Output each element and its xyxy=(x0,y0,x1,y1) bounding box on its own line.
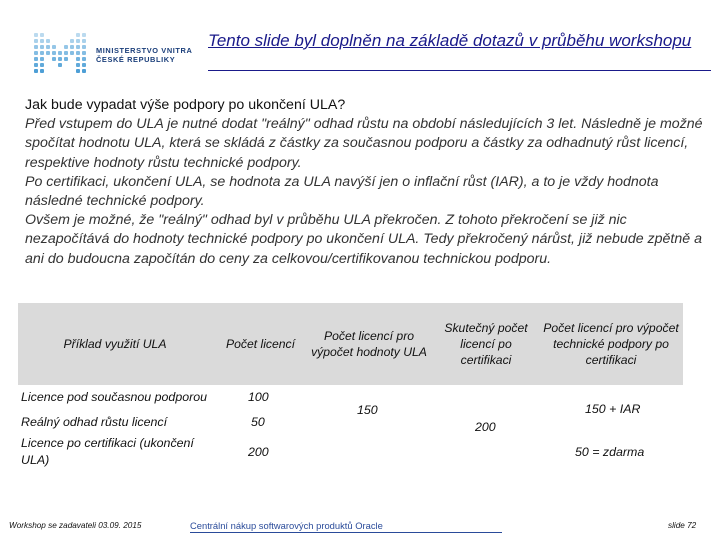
logo-line-2: ČESKÉ REPUBLIKY xyxy=(96,55,176,64)
logo-dot xyxy=(76,33,80,37)
header-support-after-cert: Počet licencí pro výpočet technické podpory po certifikaci xyxy=(543,321,679,367)
logo-dot xyxy=(82,69,86,73)
header-usage-example: Příklad využití ULA xyxy=(63,337,167,351)
logo-dot xyxy=(64,45,68,49)
logo-dot xyxy=(58,51,62,55)
logo-dot xyxy=(70,45,74,49)
row-3-count: 200 xyxy=(248,445,269,459)
logo-dot xyxy=(46,39,50,43)
logo-dot xyxy=(70,51,74,55)
slide-title: Tento slide byl doplněn na základě dotazů v průběhu workshopu xyxy=(208,31,692,50)
ministry-logo xyxy=(34,33,204,77)
logo-dot xyxy=(76,39,80,43)
logo-dot xyxy=(82,45,86,49)
paragraph-2: Po certifikaci, ukončení ULA, se hodnota za ULA navýší jen o inflační růst (IAR), a to je vždy hodnota následné technické podpory. xyxy=(25,173,659,210)
header-ula-licenses: Počet licencí pro výpočet hodnoty ULA xyxy=(311,329,427,359)
logo-dot xyxy=(76,63,80,67)
logo-dot xyxy=(76,45,80,49)
logo-dot xyxy=(64,57,68,61)
paragraph-1: Před vstupem do ULA je nutné dodat "reálný" odhad růstu na období následujících 3 let. Následně je možné spočítat hodnotu ULA, která se skládá z částky za současnou podporu a částky za odhadnutý růst licencí, respektive hodnoty růstu technické podpory. xyxy=(25,116,703,171)
logo-dot xyxy=(76,69,80,73)
logo-dot xyxy=(76,57,80,61)
logo-dot xyxy=(52,51,56,55)
logo-dot xyxy=(40,33,44,37)
row-1-label: Licence pod současnou podporou xyxy=(21,390,208,404)
logo-dot xyxy=(40,51,44,55)
logo-dot xyxy=(34,57,38,61)
logo-dot xyxy=(46,51,50,55)
logo-dot xyxy=(52,45,56,49)
row-1-count: 100 xyxy=(248,390,269,404)
footer-project-link[interactable]: Centrální nákup softwarových produktů Oracle xyxy=(190,520,502,533)
row-2-label: Reálný odhad růstu licencí xyxy=(21,415,168,429)
actual-after-cert-value: 200 xyxy=(475,420,496,434)
logo-dot xyxy=(58,57,62,61)
logo-dot xyxy=(82,51,86,55)
slide-number: slide 72 xyxy=(668,521,697,530)
footer-event: Workshop se zadavateli 03.09. 2015 xyxy=(9,521,142,530)
logo-dot xyxy=(82,33,86,37)
logo-dot xyxy=(34,33,38,37)
support-row-2-value: 50 = zdarma xyxy=(575,445,645,459)
header-license-count: Počet licencí xyxy=(225,337,296,351)
ula-value: 150 xyxy=(357,403,378,417)
paragraph-3: Ovšem je možné, že "reálný" odhad byl v průběhu ULA překročen. Z tohoto překročení se již nic nezapočítává do hodnoty technické podpory po ukončení ULA. Tedy překročený nárůst, již nebude zpětně a ani do budoucna započítán do ceny za celkovou/certifikovanou technickou podporu. xyxy=(25,212,702,267)
logo-dot xyxy=(52,57,56,61)
logo-dot xyxy=(34,45,38,49)
header-actual-after-cert: Skutečný počet licencí po certifikaci xyxy=(444,321,528,367)
question-heading: Jak bude vypadat výše podpory po ukončení ULA? xyxy=(25,97,346,113)
logo-dot xyxy=(40,57,44,61)
logo-dot xyxy=(40,63,44,67)
logo-dot xyxy=(82,63,86,67)
logo-dot xyxy=(70,39,74,43)
logo-text xyxy=(96,46,192,64)
logo-dot xyxy=(64,51,68,55)
logo-dot xyxy=(34,69,38,73)
logo-dot xyxy=(34,39,38,43)
support-row-1-value: 150 + IAR xyxy=(585,402,641,416)
row-2-count: 50 xyxy=(251,415,265,429)
title-rule xyxy=(208,70,711,71)
logo-dot xyxy=(82,39,86,43)
logo-dot xyxy=(34,51,38,55)
row-3-label: Licence po certifikaci (ukončení ULA) xyxy=(21,436,194,467)
logo-dot xyxy=(46,45,50,49)
logo-mark-icon xyxy=(34,33,90,77)
logo-dot xyxy=(34,63,38,67)
logo-dot xyxy=(58,63,62,67)
logo-dot xyxy=(76,51,80,55)
logo-dot xyxy=(40,69,44,73)
logo-dot xyxy=(40,39,44,43)
logo-dot xyxy=(40,45,44,49)
body-text xyxy=(25,96,705,269)
logo-line-1: MINISTERSTVO VNITRA xyxy=(96,46,193,55)
logo-dot xyxy=(82,57,86,61)
